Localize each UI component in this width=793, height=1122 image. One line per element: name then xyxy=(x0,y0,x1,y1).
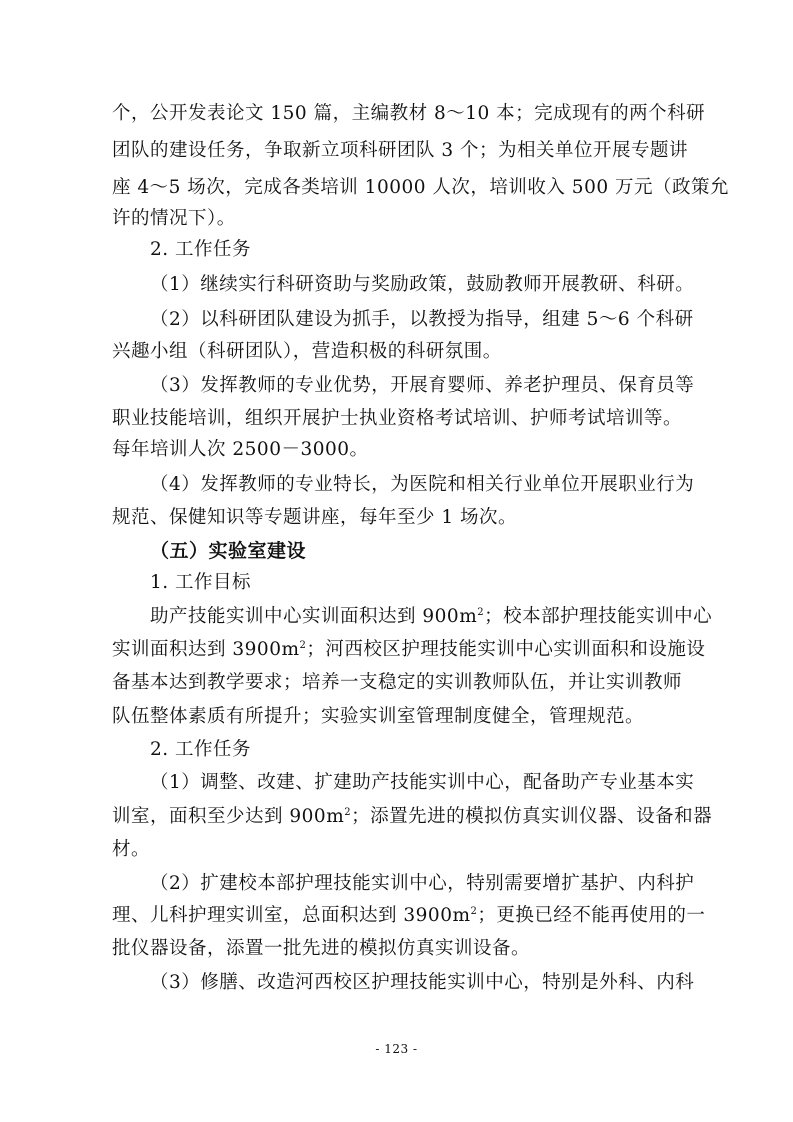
paragraph-line: 团队的建设任务，争取新立项科研团队 3 个；为相关单位开展专题讲 xyxy=(112,140,689,161)
line-text: 助产技能实训中心实训面积达到 900m xyxy=(150,606,478,627)
line-text: ；河西校区护理技能实训中心实训面积和设施设 xyxy=(306,639,706,660)
paragraph-line: 规范、保健知识等专题讲座，每年至少 1 场次。 xyxy=(112,507,518,528)
superscript: 2 xyxy=(299,639,307,651)
paragraph-line: （3）发挥教师的专业优势，开展育婴师、养老护理员、保育员等 xyxy=(150,375,695,396)
paragraph-line: （1）调整、改建、扩建助产技能实训中心，配备助产专业基本实 xyxy=(150,772,695,793)
paragraph-line xyxy=(112,904,705,928)
paragraph-line: 材。 xyxy=(112,839,151,860)
paragraph-line: 兴趣小组（科研团队），营造积极的科研氛围。 xyxy=(112,341,502,362)
line-text: ；添置先进的模拟仿真实训仪器、设备和器 xyxy=(351,806,713,827)
paragraph-line xyxy=(150,605,712,629)
paragraph-line: （4）发挥教师的专业特长，为医院和相关行业单位开展职业行为 xyxy=(150,474,695,495)
line-text: 训室，面积至少达到 900m xyxy=(112,806,345,827)
paragraph-line: （1）继续实行科研资助与奖励政策，鼓励教师开展教研、科研。 xyxy=(150,274,695,295)
paragraph-line: （2）以科研团队建设为抓手，以教授为指导，组建 5～6 个科研 xyxy=(150,309,694,330)
subsection-heading: 2. 工作任务 xyxy=(150,239,252,260)
line-text: ；校本部护理技能实训中心 xyxy=(484,606,713,627)
paragraph-line: 许的情况下）。 xyxy=(112,208,236,229)
paragraph-line: （2）扩建校本部护理技能实训中心，特别需要增扩基护、内科护 xyxy=(150,873,695,894)
paragraph-line: 备基本达到教学要求；培养一支稳定的实训教师队伍，并让实训教师 xyxy=(112,672,683,693)
paragraph-line xyxy=(112,638,705,662)
subsection-heading: 1. 工作目标 xyxy=(150,572,252,593)
paragraph-line: 每年培训人次 2500－3000。 xyxy=(112,439,369,460)
section-heading: （五）实验室建设 xyxy=(150,540,307,562)
subsection-heading: 2. 工作任务 xyxy=(150,739,252,760)
paragraph-line: （3）修膳、改造河西校区护理技能实训中心，特别是外科、内科 xyxy=(150,972,695,993)
line-text: 理、儿科护理实训室，总面积达到 3900m xyxy=(112,905,471,926)
paragraph-line: 队伍整体素质有所提升；实验实训室管理制度健全，管理规范。 xyxy=(112,706,645,727)
paragraph-line: 个，公开发表论文 150 篇，主编教材 8～10 本；完成现有的两个科研 xyxy=(112,103,706,124)
line-text: 实训面积达到 3900m xyxy=(112,639,300,660)
superscript: 2 xyxy=(477,606,485,618)
superscript: 2 xyxy=(344,806,352,818)
paragraph-line: 职业技能培训，组织开展护士执业资格考试培训、护师考试培训等。 xyxy=(112,408,683,429)
paragraph-line xyxy=(112,805,712,829)
paragraph-line: 座 4～5 场次，完成各类培训 10000 人次，培训收入 500 万元（政策允 xyxy=(112,177,729,198)
paragraph-line: 批仪器设备，添置一批先进的模拟仿真实训设备。 xyxy=(112,938,531,959)
page-number: - 123 - xyxy=(375,1042,418,1056)
line-text: ；更换已经不能再使用的一 xyxy=(477,905,706,926)
superscript: 2 xyxy=(470,905,478,917)
